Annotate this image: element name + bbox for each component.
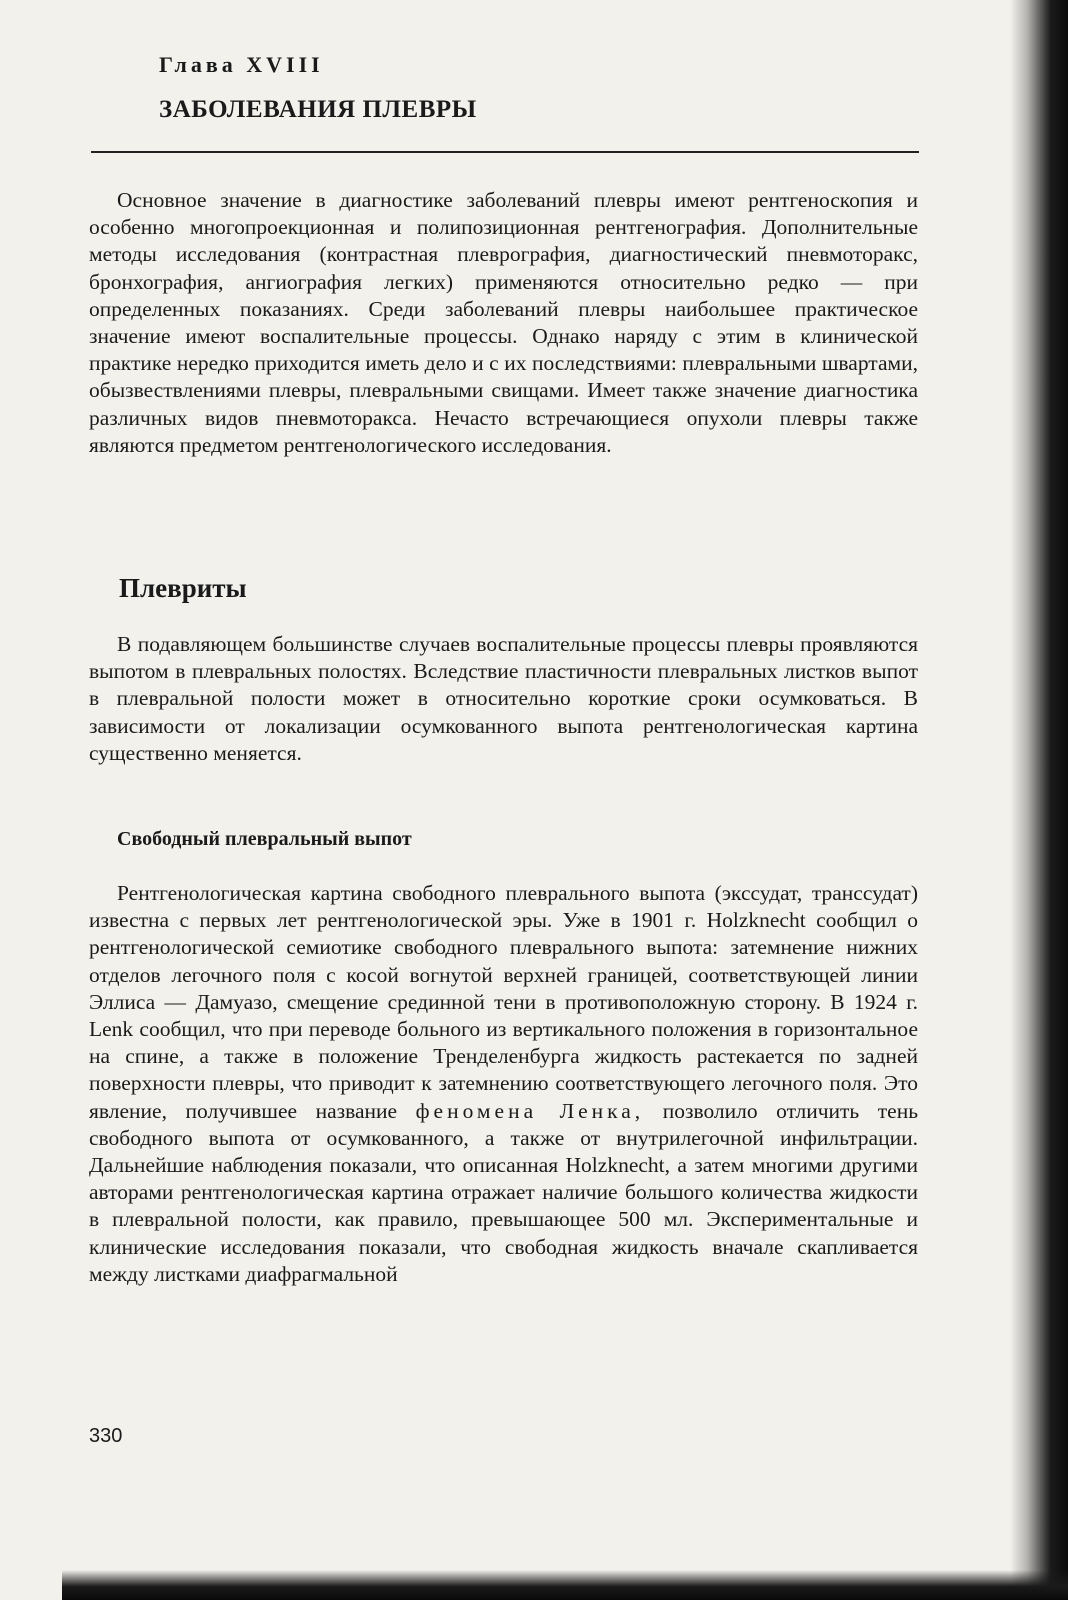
binding-shadow-right xyxy=(1010,0,1068,1600)
paragraph-text-part1: Рентгенологическая картина свободного плеврального выпота (экссудат, транссудат) известна с первых лет рентгенологической эры. Уже в 1901 г. Holzknecht сообщил о рентгенологической семиотике свободного плеврального выпота: затемнение нижних отделов легочного поля с косой вогнутой верхней границей, соответствующей линии Эллиса — Дамуазо, смещение срединной тени в противоположную сторону. В 1924 г. Lenk сообщил, что при переводе больного из вертикального положения в горизонтальное на спине, а также в положение Тренделенбурга жидкость растекается по задней поверхности плевры, что приводит к затемнению соответствующего легочного поля. Это явление, получившее название xyxy=(89,881,918,1123)
intro-paragraph: Основное значение в диагностике заболеваний плевры имеют рентгеноскопия и особенно многопроекционная и полипозиционная рентгенография. Дополнительные методы исследования (контрастная плеврография, диагностический пневмоторакс, бронхография, ангиография легких) применяются относительно редко — при определенных показаниях. Среди заболеваний плевры наибольшее практическое значение имеют воспалительные процессы. Однако наряду с этим в клинической практике нередко приходится иметь дело и с их последствиями: плевральными швартами, обызвествлениями плевры, плевральными свищами. Имеет также значение диагностика различных видов пневмоторакса. Нечасто встречающиеся опухоли плевры также являются предметом рентгенологического исследования. xyxy=(89,188,918,457)
section-paragraph: В подавляющем большинстве случаев воспалительные процессы плевры проявляются выпотом в плевральных полостях. Вследствие пластичности плевральных листков выпот в плевральной полости может в относительно короткие сроки осумковаться. В зависимости от локализации осумкованного выпота рентгенологическая картина существенно меняется. xyxy=(89,632,918,765)
chapter-title: ЗАБОЛЕВАНИЯ ПЛЕВРЫ xyxy=(159,96,477,123)
paragraph-text-part2: позволило отличить тень свободного выпота от осумкованного, а также от внутрилегочной инфильтрации. Дальнейшие наблюдения показали, что описанная Holzknecht, а затем многими другими авторами рентгенологическая картина отражает наличие большого количества жидкости в плевральной полости, как правило, превышающее 500 мл. Экспериментальные и клинические исследования показали, что свободная жидкость вначале скапливается между листками диафрагмальной xyxy=(89,1098,919,1286)
header-rule xyxy=(91,151,919,153)
subsection-title: Свободный плевральный выпот xyxy=(117,828,412,850)
chapter-label: Глава XVIII xyxy=(159,52,324,77)
emphasized-term: феномена Ленка, xyxy=(415,1098,645,1123)
binding-shadow-bottom xyxy=(62,1570,1068,1600)
section-title: Плевриты xyxy=(119,573,247,603)
subsection-paragraph xyxy=(89,880,918,1288)
page-number: 330 xyxy=(89,1425,123,1447)
